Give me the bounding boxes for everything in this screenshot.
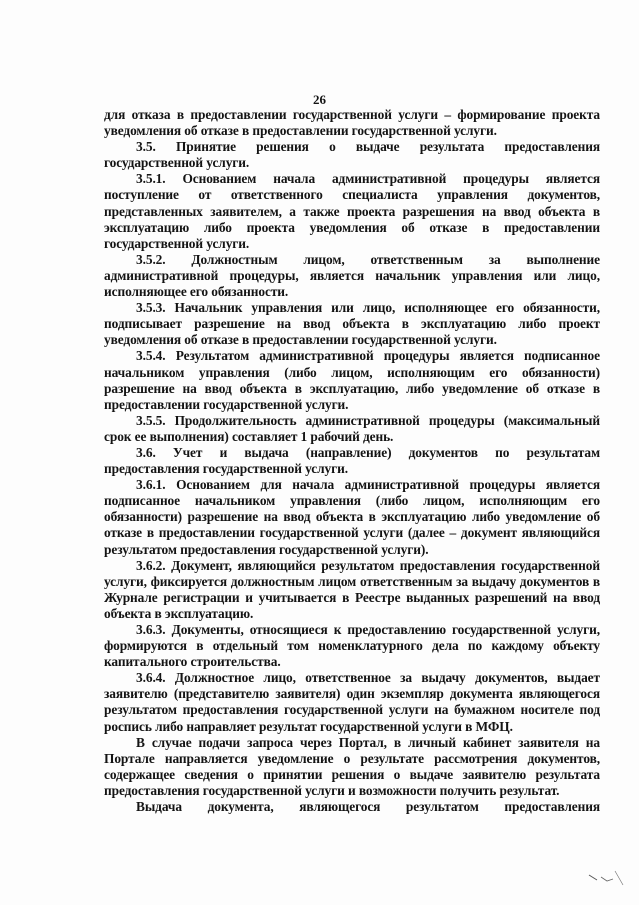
section-heading: 3.5. Принятие решения о выдаче результата предоставления государственной услуги. [104,139,600,171]
paragraph: 3.6.3. Документы, относящиеся к предоставлению государственной услуги, формируются в отдельный том номенклатурного дела по каждому объекту капитального строительства. [104,622,600,670]
paragraph: 3.5.1. Основанием начала административной процедуры является поступление от ответственного специалиста управления документов, представленных заявителем, а также проекта разрешения на ввод объекта в эксплуатацию либо проекта уведомления об отказе в предоставлении государственной услуги. [104,171,600,251]
scan-artifact-mark [587,867,627,889]
paragraph: 3.5.3. Начальник управления или лицо, исполняющее его обязанности, подписывает разрешение на ввод объекта в эксплуатацию либо проект уведомления об отказе в предоставлении государственной услуги. [104,300,600,348]
document-body [104,107,600,815]
section-heading: 3.6. Учет и выдача (направление) документов по результатам предоставления государственной услуги. [104,444,600,477]
paragraph: 3.6.2. Документ, являющийся результатом предоставления государственной услуги, фиксируется должностным лицом ответственным за выдачу документов в Журнале регистрации и учитывается в Реестре выданных разрешений на ввод объекта в эксплуатацию. [104,557,600,621]
paragraph: 3.5.2. Должностным лицом, ответственным за выполнение административной процедуры, является начальник управления или лицо, исполняющее его обязанности. [104,251,600,300]
paragraph: 3.6.1. Основанием для начала административной процедуры является подписанное начальником управления (либо лицом, исполняющим его обязанности) разрешение на ввод объекта в эксплуатацию либо уведомление об отказе в предоставлении государственной услуги (далее – документ являющийся результатом предоставления государственной услуги). [104,477,600,557]
page-number: 26 [313,92,326,107]
paragraph: Выдача документа, являющегося результатом предоставления [136,799,600,815]
paragraph: 3.6.4. Должностное лицо, ответственное за выдачу документов, выдает заявителю (представителю заявителя) один экземпляр документа являющегося результатом предоставления государственной услуги на бумажном носителе под роспись либо направляет результат государственной услуги в МФЦ. [104,670,600,734]
paragraph: 3.5.5. Продолжительность административной процедуры (максимальный срок ее выполнения) составляет 1 рабочий день. [104,412,600,444]
paragraph: В случае подачи запроса через Портал, в личный кабинет заявителя на Портале направляется уведомление о результате рассмотрения документов, содержащее сведения о принятии решения о выдаче заявителю результата предоставления государственной услуги и возможности получить результат. [104,734,600,798]
paragraph: 3.5.4. Результатом административной процедуры является подписанное начальником управления (либо лицом, исполняющим его обязанности) разрешение на ввод объекта в эксплуатацию, либо уведомление об отказе в предоставлении государственной услуги. [104,348,600,412]
paragraph: для отказа в предоставлении государственной услуги – формирование проекта уведомления об отказе в предоставлении государственной услуги. [104,107,600,139]
